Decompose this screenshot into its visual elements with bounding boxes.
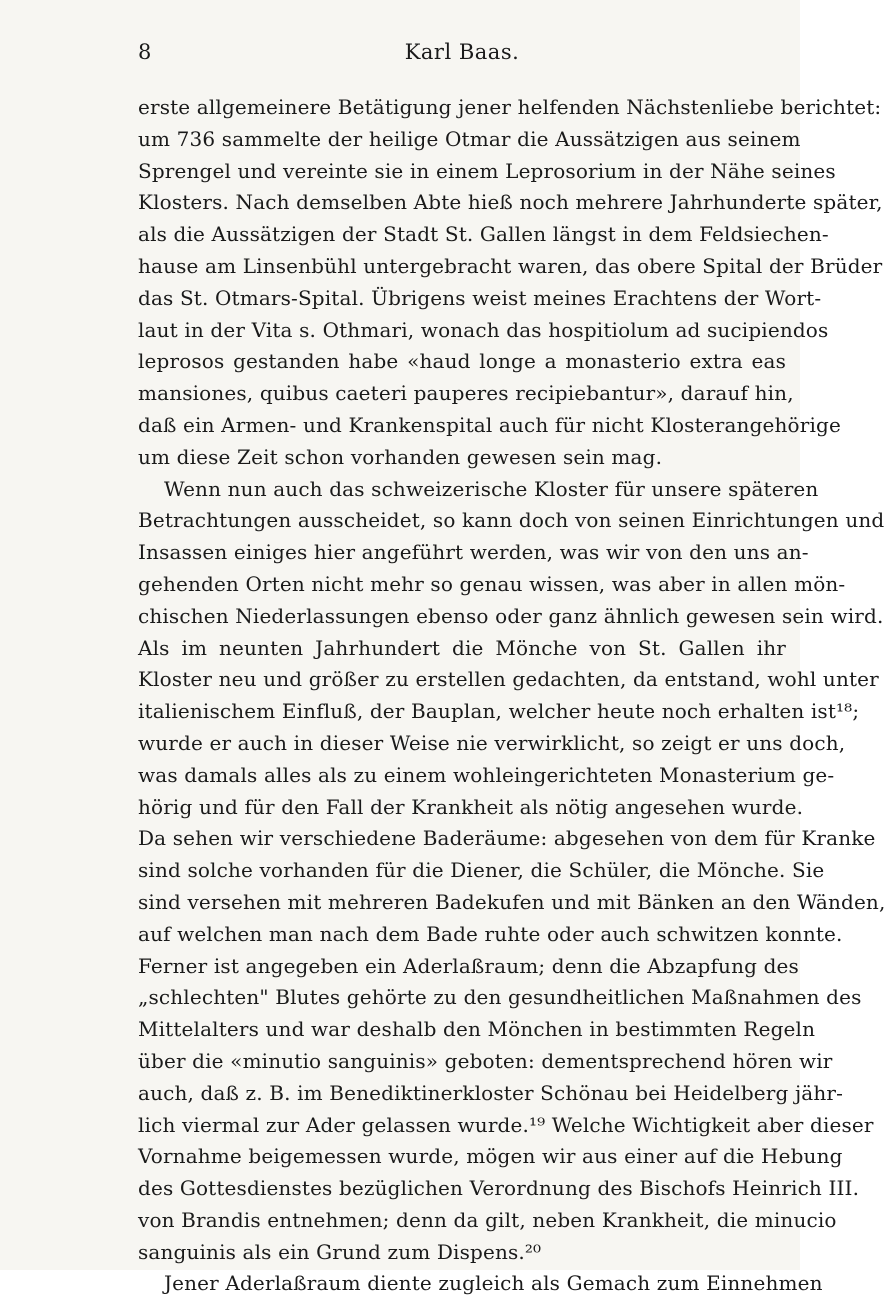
text-line: sanguinis als ein Grund zum Dispens.²⁰: [138, 1239, 542, 1264]
text-line: auch, daß z. B. im Benediktinerkloster Schönau bei Heidelberg jähr-: [138, 1080, 844, 1105]
text-line: um diese Zeit schon vorhanden gewesen sein mag.: [138, 444, 663, 469]
text-line: Als im neunten Jahrhundert die Mönche von St. Gallen ihr: [138, 635, 786, 660]
text-line: hause am Linsenbühl untergebracht waren, das obere Spital der Brüder: [138, 253, 883, 278]
text-line: chischen Niederlassungen ebenso oder ganz ähnlich gewesen sein wird.: [138, 603, 884, 628]
running-head: [138, 38, 786, 66]
text-line: sind versehen mit mehreren Badekufen und mit Bänken an den Wänden,: [138, 889, 885, 914]
text-line: Sprengel und vereinte sie in einem Leprosorium in der Nähe seines: [138, 158, 836, 183]
text-line: als die Aussätzigen der Stadt St. Gallen längst in dem Feldsiechen-: [138, 222, 829, 247]
text-line: Kloster neu und größer zu erstellen gedachten, da entstand, wohl unter: [138, 667, 879, 692]
text-line: Wenn nun auch das schweizerische Kloster für unsere späteren: [164, 476, 819, 501]
text-line: Jener Aderlaßraum diente zugleich als Gemach zum Einnehmen: [164, 1271, 823, 1296]
text-line: wurde er auch in dieser Weise nie verwirklicht, so zeigt er uns doch,: [138, 730, 846, 755]
text-line: erste allgemeinere Betätigung jener helfenden Nächstenliebe berichtet:: [138, 95, 882, 119]
text-line: auf welchen man nach dem Bade ruhte oder auch schwitzen konnte.: [138, 921, 843, 946]
text-line: daß ein Armen- und Krankenspital auch für nicht Klosterangehörige: [138, 412, 841, 437]
text-line: sind solche vorhanden für die Diener, die Schüler, die Mönche. Sie: [138, 858, 825, 883]
text-line: um 736 sammelte der heilige Otmar die Aussätzigen aus seinem: [138, 126, 801, 151]
text-line: „schlechten" Blutes gehörte zu den gesundheitlichen Maßnahmen des: [138, 985, 862, 1010]
text-line: gehenden Orten nicht mehr so genau wissen, was aber in allen mön-: [138, 571, 846, 596]
text-line: Klosters. Nach demselben Abte hieß noch mehrere Jahrhunderte später,: [138, 190, 883, 215]
text-line: Betrachtungen ausscheidet, so kann doch von seinen Einrichtungen und: [138, 508, 885, 533]
text-line: das St. Otmars-Spital. Übrigens weist meines Erachtens der Wort-: [138, 285, 822, 310]
text-line: Mittelalters und war deshalb den Mönchen in bestimmten Regeln: [138, 1017, 816, 1042]
text-line: hörig und für den Fall der Krankheit als nötig angesehen wurde.: [138, 794, 804, 819]
text-line: Insassen einiges hier angeführt werden, was wir von den uns an-: [138, 540, 809, 565]
text-line: leprosos gestanden habe «haud longe a monasterio extra eas: [138, 349, 786, 374]
text-line: des Gottesdienstes bezüglichen Verordnung des Bischofs Heinrich III.: [138, 1176, 860, 1201]
text-line: Da sehen wir verschiedene Baderäume: abgesehen von dem für Kranke: [138, 826, 876, 851]
text-line: von Brandis entnehmen; denn da gilt, neben Krankheit, die minucio: [138, 1207, 837, 1232]
text-line: laut in der Vita s. Othmari, wonach das hospitiolum ad sucipiendos: [138, 317, 829, 342]
text-line: mansiones, quibus caeteri pauperes recipiebantur», darauf hin,: [138, 381, 794, 406]
text-line: über die «minutio sanguinis» geboten: dementsprechend hören wir: [138, 1048, 833, 1073]
text-line: italienischem Einfluß, der Bauplan, welcher heute noch erhalten ist¹⁸;: [138, 699, 860, 724]
body-text: [138, 92, 885, 1300]
running-title: Karl Baas.: [404, 40, 520, 64]
text-line: Ferner ist angegeben ein Aderlaßraum; denn die Abzapfung des: [138, 953, 799, 978]
page-number: 8: [138, 40, 152, 64]
text-line: was damals alles als zu einem wohleingerichteten Monasterium ge-: [138, 762, 835, 787]
text-line: Vornahme beigemessen wurde, mögen wir aus einer auf die Hebung: [138, 1144, 843, 1169]
text-line: lich viermal zur Ader gelassen wurde.¹⁹ Welche Wichtigkeit aber dieser: [138, 1112, 874, 1137]
